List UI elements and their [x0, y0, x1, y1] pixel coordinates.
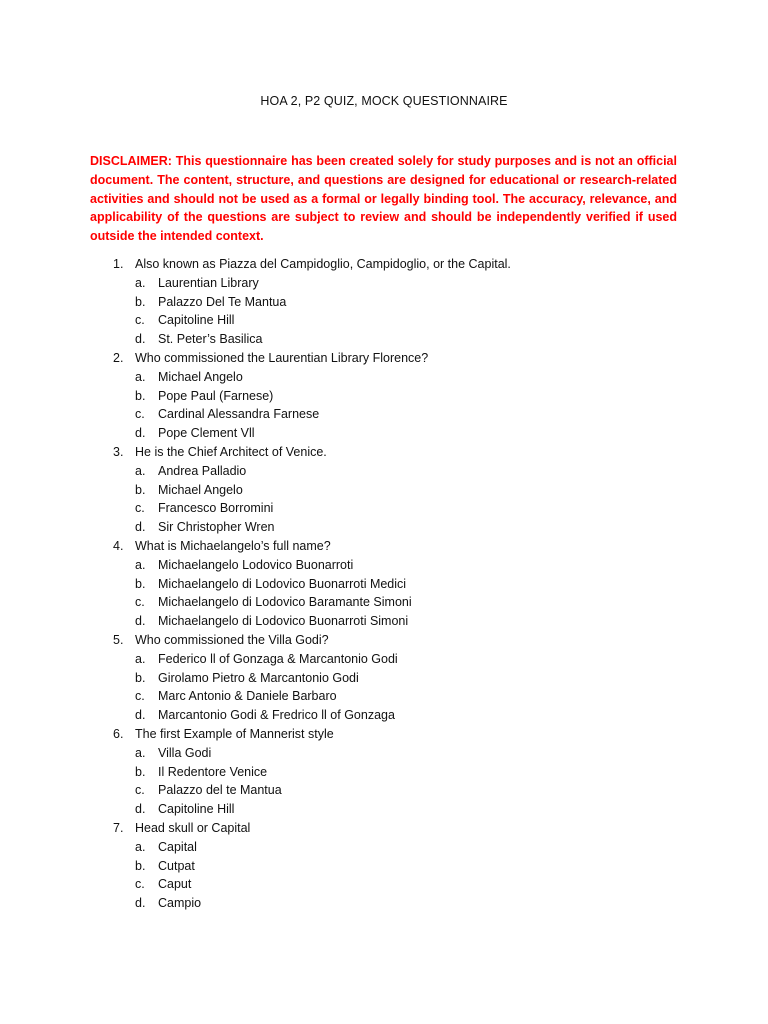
- answer-option: [0, 368, 768, 387]
- option-letter: d.: [135, 426, 146, 441]
- option-text: Andrea Palladio: [158, 463, 247, 478]
- question-item: [0, 349, 768, 443]
- question-row: [0, 443, 768, 462]
- question-row: [0, 255, 768, 274]
- answer-option: [0, 763, 768, 782]
- option-text: Palazzo Del Te Mantua: [158, 294, 287, 309]
- option-letter: a.: [135, 369, 146, 384]
- disclaimer-paragraph: DISCLAIMER: This questionnaire has been created solely for study purposes and is not an official document. The content, structure, and questions are designed for educational or research-related activities and should not be used as a formal or legally binding tool. The accuracy, relevance, and applicability of the questions are subject to review and should be independently verified if used outside the intended context.: [90, 154, 677, 244]
- question-row: [0, 819, 768, 838]
- question-text: Head skull or Capital: [135, 820, 251, 835]
- option-letter: d.: [135, 614, 146, 629]
- question-row: [0, 537, 768, 556]
- question-number: 5.: [113, 632, 124, 647]
- option-text: Michaelangelo Lodovico Buonarroti: [158, 557, 354, 572]
- option-letter: a.: [135, 745, 146, 760]
- option-letter: c.: [135, 313, 145, 328]
- answer-option: [0, 650, 768, 669]
- answer-option: [0, 462, 768, 481]
- answer-option: [0, 518, 768, 537]
- option-text: Cutpat: [158, 858, 195, 873]
- option-letter: c.: [135, 689, 145, 704]
- question-number: 2.: [113, 350, 124, 365]
- option-letter: c.: [135, 407, 145, 422]
- option-letter: b.: [135, 294, 146, 309]
- option-letter: b.: [135, 576, 146, 591]
- option-text: Capitoline Hill: [158, 802, 235, 817]
- option-letter: b.: [135, 482, 146, 497]
- option-text: St. Peter’s Basilica: [158, 332, 263, 347]
- option-text: Sir Christopher Wren: [158, 520, 275, 535]
- option-letter: b.: [135, 764, 146, 779]
- option-letter: c.: [135, 501, 145, 516]
- answer-option: [0, 274, 768, 293]
- question-item: [0, 725, 768, 819]
- option-text: Michaelangelo di Lodovico Buonarroti Medici: [158, 576, 407, 591]
- question-number: 4.: [113, 538, 124, 553]
- question-item: [0, 255, 768, 349]
- question-text: Who commissioned the Villa Godi?: [135, 632, 329, 647]
- question-text: Who commissioned the Laurentian Library Florence?: [135, 350, 429, 365]
- option-letter: d.: [135, 896, 146, 911]
- answer-option: [0, 857, 768, 876]
- question-row: [0, 349, 768, 368]
- answer-option: [0, 593, 768, 612]
- option-text: Michaelangelo di Lodovico Baramante Simoni: [158, 595, 412, 610]
- answer-option: [0, 499, 768, 518]
- option-text: Palazzo del te Mantua: [158, 783, 282, 798]
- answer-option: [0, 387, 768, 406]
- question-number: 1.: [113, 257, 124, 271]
- option-text: Girolamo Pietro & Marcantonio Godi: [158, 670, 359, 685]
- option-text: Federico ll of Gonzaga & Marcantonio Godi: [158, 651, 398, 666]
- option-text: Marc Antonio & Daniele Barbaro: [158, 689, 337, 704]
- answer-option: [0, 838, 768, 857]
- option-text: Francesco Borromini: [158, 501, 274, 516]
- answer-option: [0, 744, 768, 763]
- option-letter: d.: [135, 520, 146, 535]
- answer-option: [0, 706, 768, 725]
- option-text: Villa Godi: [158, 745, 212, 760]
- option-text: Capital: [158, 839, 197, 854]
- question-text: The first Example of Mannerist style: [135, 726, 334, 741]
- option-text: Pope Clement Vll: [158, 426, 255, 441]
- answer-option: [0, 481, 768, 500]
- option-text: Laurentian Library: [158, 275, 259, 290]
- option-text: Caput: [158, 877, 192, 892]
- option-letter: c.: [135, 877, 145, 892]
- question-item: [0, 537, 768, 631]
- option-text: Cardinal Alessandra Farnese: [158, 407, 320, 422]
- question-number: 6.: [113, 726, 124, 741]
- answer-option: [0, 800, 768, 819]
- question-row: [0, 631, 768, 650]
- option-text: Capitoline Hill: [158, 313, 235, 328]
- option-text: Michael Angelo: [158, 482, 243, 497]
- question-text: What is Michaelangelo’s full name?: [135, 538, 331, 553]
- answer-option: [0, 894, 768, 913]
- option-text: Il Redentore Venice: [158, 764, 268, 779]
- answer-option: [0, 556, 768, 575]
- option-letter: d.: [135, 332, 146, 347]
- question-item: [0, 819, 768, 913]
- answer-option: [0, 781, 768, 800]
- answer-option: [0, 293, 768, 312]
- option-letter: d.: [135, 802, 146, 817]
- answer-option: [0, 424, 768, 443]
- question-text: Also known as Piazza del Campidoglio, Campidoglio, or the Capital.: [135, 257, 511, 271]
- answer-option: [0, 875, 768, 894]
- option-letter: a.: [135, 463, 146, 478]
- option-letter: a.: [135, 275, 146, 290]
- answer-option: [0, 669, 768, 688]
- option-text: Michaelangelo di Lodovico Buonarroti Simoni: [158, 614, 409, 629]
- option-letter: b.: [135, 858, 146, 873]
- option-letter: d.: [135, 708, 146, 723]
- option-text: Campio: [158, 896, 202, 911]
- question-text: He is the Chief Architect of Venice.: [135, 444, 327, 459]
- option-text: Pope Paul (Farnese): [158, 388, 274, 403]
- question-number: 7.: [113, 820, 124, 835]
- option-letter: a.: [135, 557, 146, 572]
- question-item: [0, 631, 768, 725]
- answer-option: [0, 330, 768, 349]
- option-letter: b.: [135, 670, 146, 685]
- question-number: 3.: [113, 444, 124, 459]
- option-text: Marcantonio Godi & Fredrico ll of Gonzaga: [158, 708, 395, 723]
- question-item: [0, 443, 768, 537]
- option-letter: c.: [135, 595, 145, 610]
- answer-option: [0, 405, 768, 424]
- option-letter: b.: [135, 388, 146, 403]
- answer-option: [0, 311, 768, 330]
- question-list: [0, 255, 768, 913]
- answer-option: [0, 575, 768, 594]
- document-title: HOA 2, P2 QUIZ, MOCK QUESTIONNAIRE: [260, 94, 508, 108]
- option-letter: a.: [135, 651, 146, 666]
- answer-option: [0, 687, 768, 706]
- option-text: Michael Angelo: [158, 369, 243, 384]
- question-row: [0, 725, 768, 744]
- option-letter: c.: [135, 783, 145, 798]
- option-letter: a.: [135, 839, 146, 854]
- answer-option: [0, 612, 768, 631]
